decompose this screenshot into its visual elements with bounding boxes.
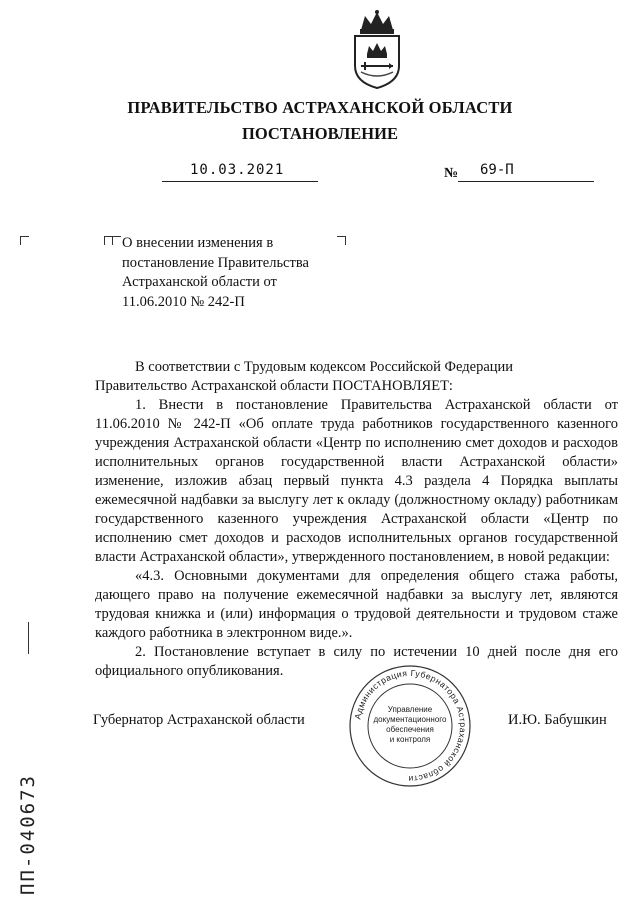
subject-line: постановление Правительства [122,254,309,271]
signature-name: И.Ю. Бабушкин [508,712,607,728]
corner-mark-left [20,236,29,245]
subject-line: О внесении изменения в [122,235,274,251]
stamp-center-line: Управление [387,705,433,714]
decree-number: 69-П [480,162,514,178]
signature-position: Губернатор Астраханской области [93,712,305,728]
paragraph-quoted: «4.3. Основными документами для определения общего стажа работы, дающего право на получение ежемесячной надбавки за выслугу лет, являются трудовая книжка и (или) информация о трудовой деятельности и трудовом стаже каждого работника в электронном виде.». [95,568,618,641]
serial-number-text: ПП-040673 [17,774,39,895]
subject-block [122,234,332,312]
serial-number [12,730,42,900]
corner-mark-subject-left-2 [112,236,121,245]
number-label: № [444,166,459,181]
stamp-ring-text: Администрация Губернатора Астраханской области [352,667,469,785]
government-title: ПРАВИТЕЛЬСТВО АСТРАХАНСКОЙ ОБЛАСТИ [127,98,513,117]
subject-line: Астраханской области от [122,274,277,290]
coat-of-arms-emblem [347,8,407,90]
official-stamp [348,664,472,788]
preamble-line-1: В соответствии с Трудовым кодексом Российской Федерации [135,359,514,375]
margin-mark [28,622,29,654]
document-type-title: ПОСТАНОВЛЕНИЕ [242,124,398,143]
paragraph-1: 1. Внести в постановление Правительства Астраханской области от 11.06.2010 № 242-П «Об оплате труда работников государственного казенного учреждения Астраханской области «Центр по исполнению смет доходов и расходов исполнительных органов государственной власти Астраханской области» изменение, изложив абзац первый пункта 4.3 раздела 4 Порядка выплаты ежемесячной надбавки за выслугу лет к окладу (должностному окладу) работникам государственного казенного учреждения Астраханской области «Центр по исполнению смет доходов и расходов исполнительных органов государственной власти Астраханской области», утвержденного постановлением, в новой редакции: [95,397,618,565]
stamp-center-line: обеспечения [386,725,434,734]
date-underline [162,181,318,182]
stamp-center-line: и контроля [389,735,431,744]
number-underline [458,181,594,182]
decree-body [95,396,618,681]
decree-date: 10.03.2021 [190,162,285,178]
stamp-center-line: документационного [373,715,447,724]
subject-line: 11.06.2010 № 242-П [122,293,245,310]
paragraph-2: 2. Постановление вступает в силу по истечении 10 дней после дня его официального опубликования. [95,644,618,679]
corner-mark-subject-right [337,236,346,245]
preamble-line-2: Правительство Астраханской области ПОСТАНОВЛЯЕТ: [95,378,453,394]
